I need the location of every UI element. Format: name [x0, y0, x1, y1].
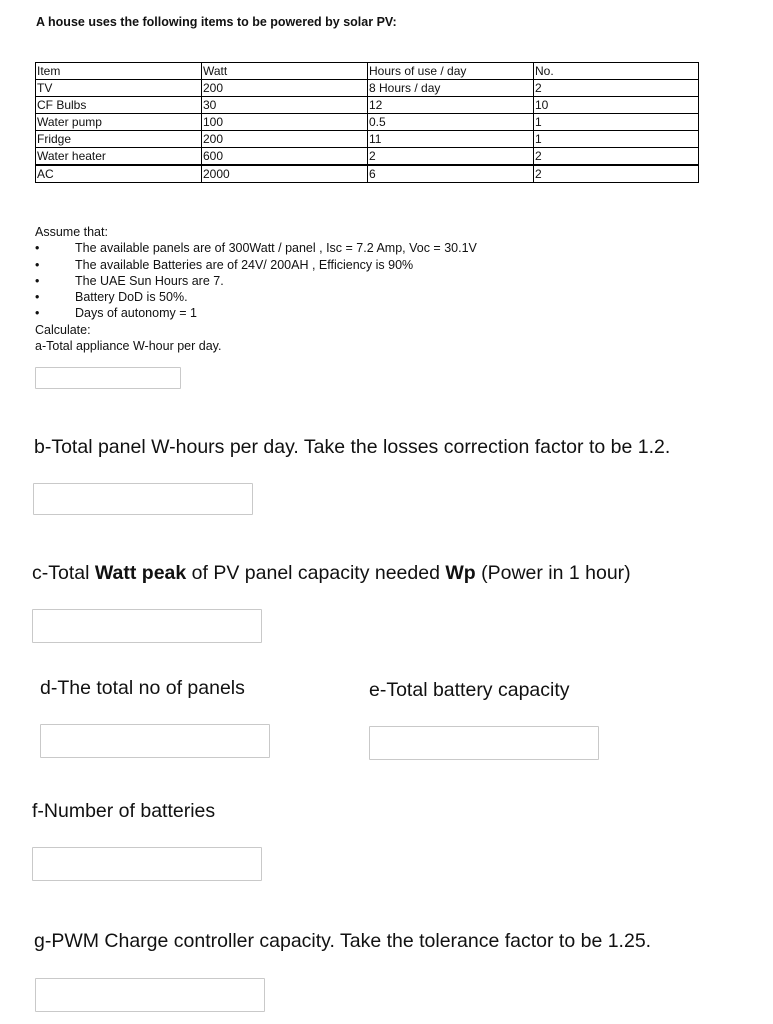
bullet: • [35, 290, 40, 305]
assumption-text: Days of autonomy = 1 [75, 306, 197, 321]
answer-b-input[interactable] [33, 483, 253, 515]
assumptions-block [35, 224, 477, 354]
cell-watt: 2000 [202, 165, 368, 183]
question-c-middle: of PV panel capacity needed [186, 562, 446, 584]
cell-watt: 100 [202, 114, 368, 131]
header-watt: Watt [202, 63, 368, 80]
cell-hours: 8 Hours / day [368, 80, 534, 97]
answer-g-input[interactable] [35, 978, 265, 1012]
assumptions-intro: Assume that: [35, 225, 108, 239]
cell-watt: 200 [202, 131, 368, 148]
question-g: g-PWM Charge controller capacity. Take the tolerance factor to be 1.25. [34, 930, 652, 952]
cell-item: CF Bulbs [36, 97, 202, 114]
cell-item: TV [36, 80, 202, 97]
question-d: d-The total no of panels [40, 677, 245, 699]
cell-item: Water pump [36, 114, 202, 131]
cell-number: 2 [534, 165, 699, 183]
question-c-suffix: (Power in 1 hour) [475, 562, 631, 584]
cell-number: 1 [534, 131, 699, 148]
question-a: a-Total appliance W-hour per day. [35, 339, 222, 354]
bullet: • [35, 241, 40, 256]
header-hours: Hours of use / day [368, 63, 534, 80]
cell-hours: 12 [368, 97, 534, 114]
assumption-item [35, 273, 477, 289]
cell-number: 1 [534, 114, 699, 131]
answer-f-input[interactable] [32, 847, 262, 881]
header-item: Item [36, 63, 202, 80]
table-row [36, 165, 699, 183]
assumption-text: The UAE Sun Hours are 7. [75, 273, 224, 288]
cell-hours: 11 [368, 131, 534, 148]
cell-watt: 200 [202, 80, 368, 97]
assumption-text: The available Batteries are of 24V/ 200AH , Efficiency is 90% [75, 257, 414, 272]
question-c [32, 562, 631, 585]
answer-d-input[interactable] [40, 724, 270, 758]
question-c-prefix: c-Total [32, 562, 95, 584]
answer-e-input[interactable] [369, 726, 599, 760]
table-row [36, 114, 699, 131]
table-row [36, 80, 699, 97]
assumption-item [35, 289, 477, 305]
question-f: f-Number of batteries [32, 800, 216, 822]
cell-watt: 600 [202, 148, 368, 166]
header-number: No. [534, 63, 699, 80]
assumption-text: The available panels are of 300Watt / panel , Isc = 7.2 Amp, Voc = 30.1V [75, 241, 477, 256]
table-row [36, 148, 699, 166]
table-row [36, 131, 699, 148]
table-row [36, 97, 699, 114]
cell-number: 2 [534, 148, 699, 166]
cell-hours: 2 [368, 148, 534, 166]
cell-item: Fridge [36, 131, 202, 148]
assumption-text: Battery DoD is 50%. [75, 290, 188, 305]
cell-number: 10 [534, 97, 699, 114]
bullet: • [35, 306, 40, 321]
cell-item: AC [36, 165, 202, 183]
table-header-row [36, 63, 699, 80]
answer-c-input[interactable] [32, 609, 262, 643]
cell-number: 2 [534, 80, 699, 97]
question-c-bold-wp: Wp [445, 562, 476, 584]
page-title: A house uses the following items to be powered by solar PV: [36, 15, 397, 29]
question-e: e-Total battery capacity [369, 679, 570, 701]
assumption-item [35, 305, 477, 321]
question-c-bold-watt-peak: Watt peak [94, 562, 187, 584]
bullet: • [35, 257, 40, 272]
cell-hours: 6 [368, 165, 534, 183]
appliance-table [35, 62, 699, 183]
cell-watt: 30 [202, 97, 368, 114]
calculate-label: Calculate: [35, 322, 91, 337]
question-b: b-Total panel W-hours per day. Take the losses correction factor to be 1.2. [34, 436, 671, 458]
assumption-item [35, 240, 477, 256]
cell-item: Water heater [36, 148, 202, 166]
bullet: • [35, 273, 40, 288]
cell-hours: 0.5 [368, 114, 534, 131]
assumption-item [35, 257, 477, 273]
answer-a-input[interactable] [35, 367, 181, 389]
